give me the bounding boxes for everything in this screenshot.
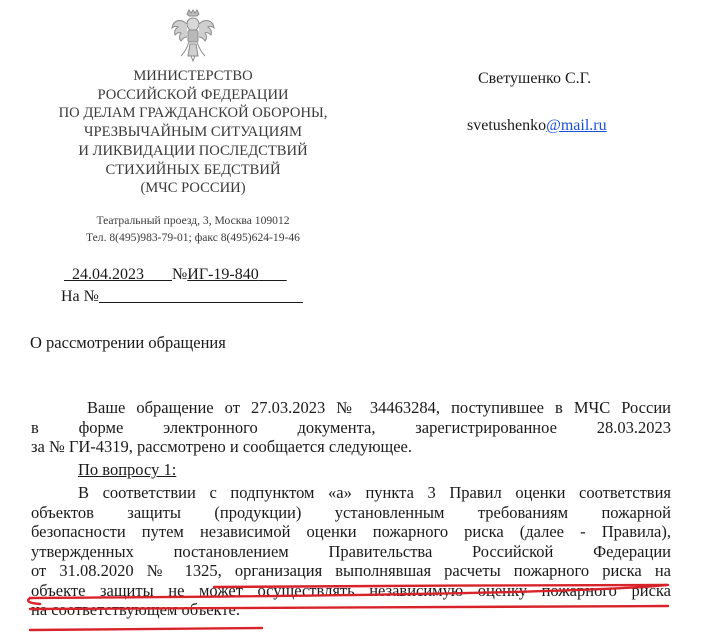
text-line: объектов защиты (продукции) установленным требованиям пожарной bbox=[31, 502, 671, 522]
ministry-line: РОССИЙСКОЙ ФЕДЕРАЦИИ bbox=[97, 86, 289, 103]
recipient-name: Светушенко С.Г. bbox=[478, 70, 592, 87]
highlighted-text-line: объекте защиты не может осуществлять независимую оценку пожарного риска bbox=[31, 580, 671, 600]
ministry-name bbox=[20, 67, 366, 198]
registration-number: ИГ-19-840 bbox=[187, 266, 259, 283]
paragraph-2 bbox=[31, 483, 671, 620]
text-line: Ваше обращение от 27.03.2023 № 34463284, поступившее в МЧС России bbox=[87, 398, 671, 417]
address-line: Театральный проезд, 3, Москва 109012 bbox=[96, 214, 290, 227]
ministry-line: МИНИСТЕРСТВО bbox=[133, 68, 253, 84]
registration-date: 24.04.2023 bbox=[72, 266, 144, 283]
ministry-line: И ЛИКВИДАЦИИ ПОСЛЕДСТВИЙ bbox=[78, 142, 308, 159]
question-heading bbox=[78, 460, 176, 480]
text-line: за № ГИ-4319, рассмотрено и сообщается следующее. bbox=[31, 437, 413, 456]
recipient-email bbox=[467, 117, 607, 135]
reply-filler bbox=[99, 288, 303, 305]
text-line bbox=[31, 561, 671, 581]
red-underline bbox=[30, 628, 262, 630]
date-filler bbox=[64, 266, 72, 283]
ministry-line: ПО ДЕЛАМ ГРАЖДАНСКОЙ ОБОРОНЫ, bbox=[58, 105, 328, 122]
letter-subject: О рассмотрении обращения bbox=[30, 333, 226, 352]
highlighted-text: на соответствующем объекте bbox=[31, 600, 236, 619]
coat-of-arms-icon bbox=[170, 8, 216, 64]
number-sign: № bbox=[172, 266, 188, 283]
reply-reference-line bbox=[61, 288, 303, 306]
text-line: безопасности путем независимой оценки пожарного риска (далее - Правила), bbox=[31, 522, 671, 541]
text-line: В соответствии с подпунктом «а» пункта 3 Правил оценки соответствия bbox=[78, 483, 671, 502]
ministry-line: ЧРЕЗВЫЧАЙНЫМ СИТУАЦИЯМ bbox=[84, 124, 302, 141]
ministry-line: (МЧС РОССИИ) bbox=[140, 180, 246, 197]
email-user: svetushenko bbox=[467, 117, 547, 134]
contact-line: Тел. 8(495)983-79-01; факс 8(495)624-19-46 bbox=[86, 231, 300, 244]
text-plain: от 31.08.2020 № 1325, bbox=[31, 561, 235, 580]
paragraph-1 bbox=[31, 398, 671, 457]
reply-label: На № bbox=[61, 288, 99, 305]
text-line: в форме электронного документа, зарегистрированное 28.03.2023 bbox=[31, 417, 671, 437]
text-plain: . bbox=[235, 600, 241, 619]
registration-line bbox=[64, 266, 287, 284]
highlighted-text: организация выполнявшая расчеты пожарного риска на bbox=[234, 561, 671, 580]
question-heading-text: По вопросу 1: bbox=[78, 460, 177, 479]
text-line bbox=[31, 600, 671, 620]
date-filler bbox=[144, 266, 172, 283]
text-line: утвержденных постановлением Правительства Российской Федерации bbox=[31, 541, 671, 561]
ministry-address bbox=[20, 212, 366, 246]
number-filler bbox=[259, 266, 287, 283]
ministry-line: СТИХИЙНЫХ БЕДСТВИЙ bbox=[105, 161, 281, 178]
email-domain-link[interactable]: @mail.ru bbox=[546, 117, 607, 134]
